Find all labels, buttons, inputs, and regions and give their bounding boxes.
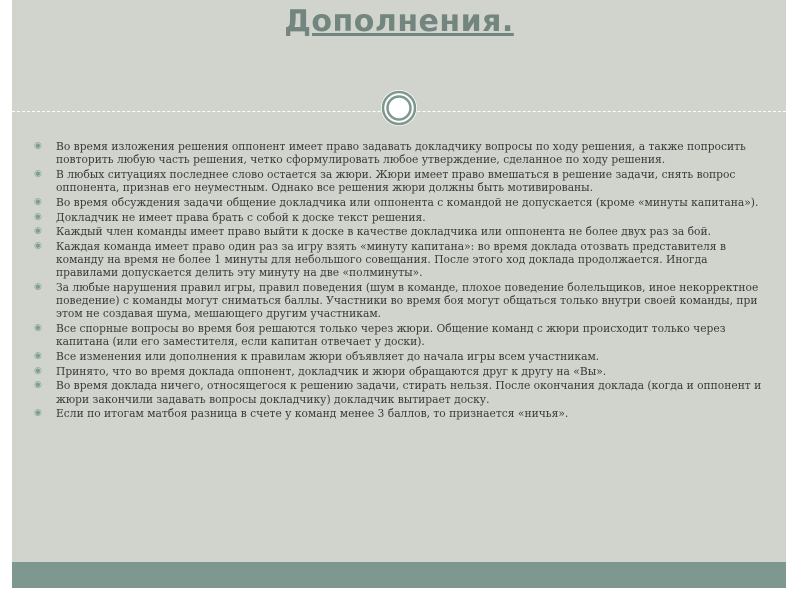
list-item (34, 281, 764, 321)
bullet-icon: ◉ (34, 365, 42, 376)
list-item-text: За любые нарушения правил игры, правил поведения (шум в команде, плохое поведение болельщиков, иное некорректное поведение) с команды могут сниматься баллы. Участники во время боя могут общаться только внутри своей команды, при этом не создавая шума, мешающего другим участникам. (56, 281, 759, 321)
list-item-text: Каждый член команды имеет право выйти к доске в качестве докладчика или оппонента не более двух раз за бой. (56, 225, 711, 239)
bullet-icon: ◉ (34, 351, 42, 362)
list-item (34, 210, 764, 224)
bullet-icon: ◉ (34, 408, 42, 419)
list-item (34, 195, 764, 209)
bullet-icon: ◉ (34, 323, 42, 334)
list-item-text: Во время доклада ничего, относящегося к решению задачи, стирать нельзя. После окончания доклада (когда и оппонент и жюри закончили задавать вопросы докладчику) докладчик вытирает доску. (56, 379, 762, 406)
list-item (34, 364, 764, 378)
list-item-text: Во время изложения решения оппонент имеет право задавать докладчику вопросы по ходу решения, а также попросить повторить любую часть решения, четко сформулировать любое утверждение, сделанное по ходу решения. (56, 140, 746, 167)
bullet-icon: ◉ (34, 211, 42, 222)
list-item-text: Если по итогам матбоя разница в счете у команд менее 3 баллов, то признается «ничья». (56, 407, 569, 421)
list-item (34, 322, 764, 349)
list-item (34, 225, 764, 239)
list-item (34, 379, 764, 406)
list-item (34, 407, 764, 421)
list-item-text: Все изменения или дополнения к правилам жюри объявляет до начала игры всем участникам. (56, 350, 600, 364)
list-item (34, 167, 764, 195)
list-item (34, 350, 764, 364)
bottom-band (12, 562, 786, 588)
list-item-text: Принято, что во время доклада оппонент, докладчик и жюри обращаются друг к другу на «Вы». (56, 364, 607, 378)
bullet-icon: ◉ (34, 282, 42, 293)
list-item-text: Во время обсуждения задачи общение докладчика или оппонента с командой не допускается (кроме «минуты капитана»). (56, 195, 759, 209)
slide (12, 0, 786, 588)
bullet-icon: ◉ (34, 226, 42, 237)
list-item-text: Каждая команда имеет право один раз за игру взять «минуту капитана»: во время доклада отозвать представителя в команду на время не более 1 минуты для небольшого совещания. После этого ход доклада продолжается. Иногда правилами допускается делить эту минуту на две «полминуты». (56, 239, 726, 280)
list-item-text: Докладчик не имеет права брать с собой к доске текст решения. (56, 210, 426, 224)
list-item-text: В любых ситуациях последнее слово остается за жюри. Жюри имеет право вмешаться в решение задачи, снять вопрос оппонента, признав его неуместным. Однако все решения жюри должны быть мотивированы. (56, 167, 736, 195)
bullet-icon: ◉ (34, 168, 42, 179)
bullet-icon: ◉ (34, 240, 42, 251)
bullet-icon: ◉ (34, 196, 42, 207)
rules-list (34, 140, 764, 422)
bullet-icon: ◉ (34, 380, 42, 391)
bullet-icon: ◉ (34, 141, 42, 151)
list-item (34, 239, 764, 280)
double-circle-svg (380, 89, 418, 127)
slide-title: Дополнения. (284, 4, 514, 39)
list-item (34, 140, 764, 167)
double-circle-icon (380, 89, 418, 127)
list-item-text: Все спорные вопросы во время боя решаются только через жюри. Общение команд с жюри происходит только через капитана (или его заместителя, если капитан отвечает у доски). (56, 322, 726, 349)
